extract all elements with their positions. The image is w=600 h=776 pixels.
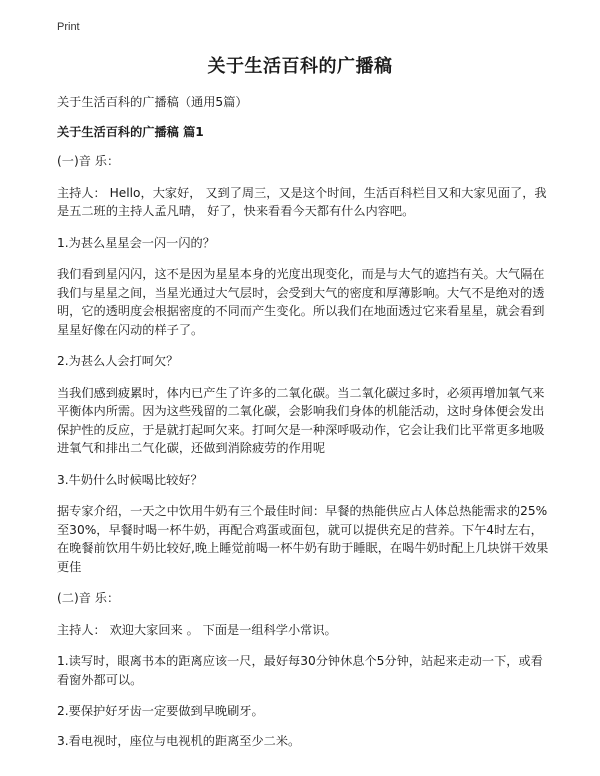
document-body <box>57 93 550 750</box>
answer-3-paragraph: 据专家介绍，一天之中饮用牛奶有三个最佳时间：早餐的热能供应占人体总热能需求的25%至30%，早餐时喝一杯牛奶，再配合鸡蛋或面包，就可以提供充足的营养。下午4时左右，在晚餐前饮用牛奶比较好,晚上睡觉前喝一杯牛奶有助于睡眠，在喝牛奶时配上几块饼干效果更佳 <box>57 504 549 574</box>
music-cue-2: (二)音 乐： <box>57 591 120 605</box>
host-intro-paragraph: 主持人： Hello，大家好， 又到了周三，又是这个时间，生活百科栏目又和大家见面了，我是五二班的主持人孟凡晴， 好了，快来看看今天都有什么内容吧。 <box>57 185 547 218</box>
question-2: 2.为甚么人会打呵欠？ <box>57 354 179 368</box>
document-subtitle: 关于生活百科的广播稿（通用5篇） <box>57 95 248 109</box>
host-welcome-paragraph: 主持人： 欢迎大家回来 。 下面是一组科学小常识。 <box>57 622 337 637</box>
tip-2-paragraph: 2.要保护好牙齿一定要做到早晚刷牙。 <box>57 704 264 718</box>
answer-2-paragraph: 当我们感到疲累时，体内已产生了许多的二氧化碳。当二氧化碳过多时，必须再增加氧气来平衡体内所需。因为这些残留的二氧化碳，会影响我们身体的机能活动，这时身体便会发出保护性的反应，于是就打起呵欠来。打呵欠是一种深呼吸动作，它会让我们比平常更多地吸进氧气和排出二气化碳，还做到消除疲劳的作用呢 <box>57 385 545 455</box>
section-heading: 关于生活百科的广播稿 篇1 <box>57 124 204 139</box>
tip-1-paragraph: 1.读写时，眼离书本的距离应该一尺，最好每30分钟休息个5分钟，站起来走动一下，或看看窗外都可以。 <box>57 654 543 687</box>
print-link[interactable]: Print <box>57 21 80 33</box>
answer-1-paragraph: 我们看到星闪闪，这不是因为星星本身的光度出现变化，而是与大气的遮挡有关。大气隔在我们与星星之间，当星光通过大气层时，会受到大气的密度和厚薄影响。大气不是绝对的透明，它的透明度会根据密度的不同而产生变化。所以我们在地面透过它来看星星，就会看到星星好像在闪动的样子了。 <box>57 267 545 337</box>
document-title: 关于生活百科的广播稿 <box>207 56 393 77</box>
tip-3-paragraph: 3.看电视时，座位与电视机的距离至少二米。 <box>57 733 301 748</box>
question-1: 1.为甚么星星会一闪一闪的？ <box>57 235 215 250</box>
music-cue-1: (一)音 乐： <box>57 154 120 168</box>
question-3: 3.牛奶什么时候喝比较好？ <box>57 472 203 487</box>
